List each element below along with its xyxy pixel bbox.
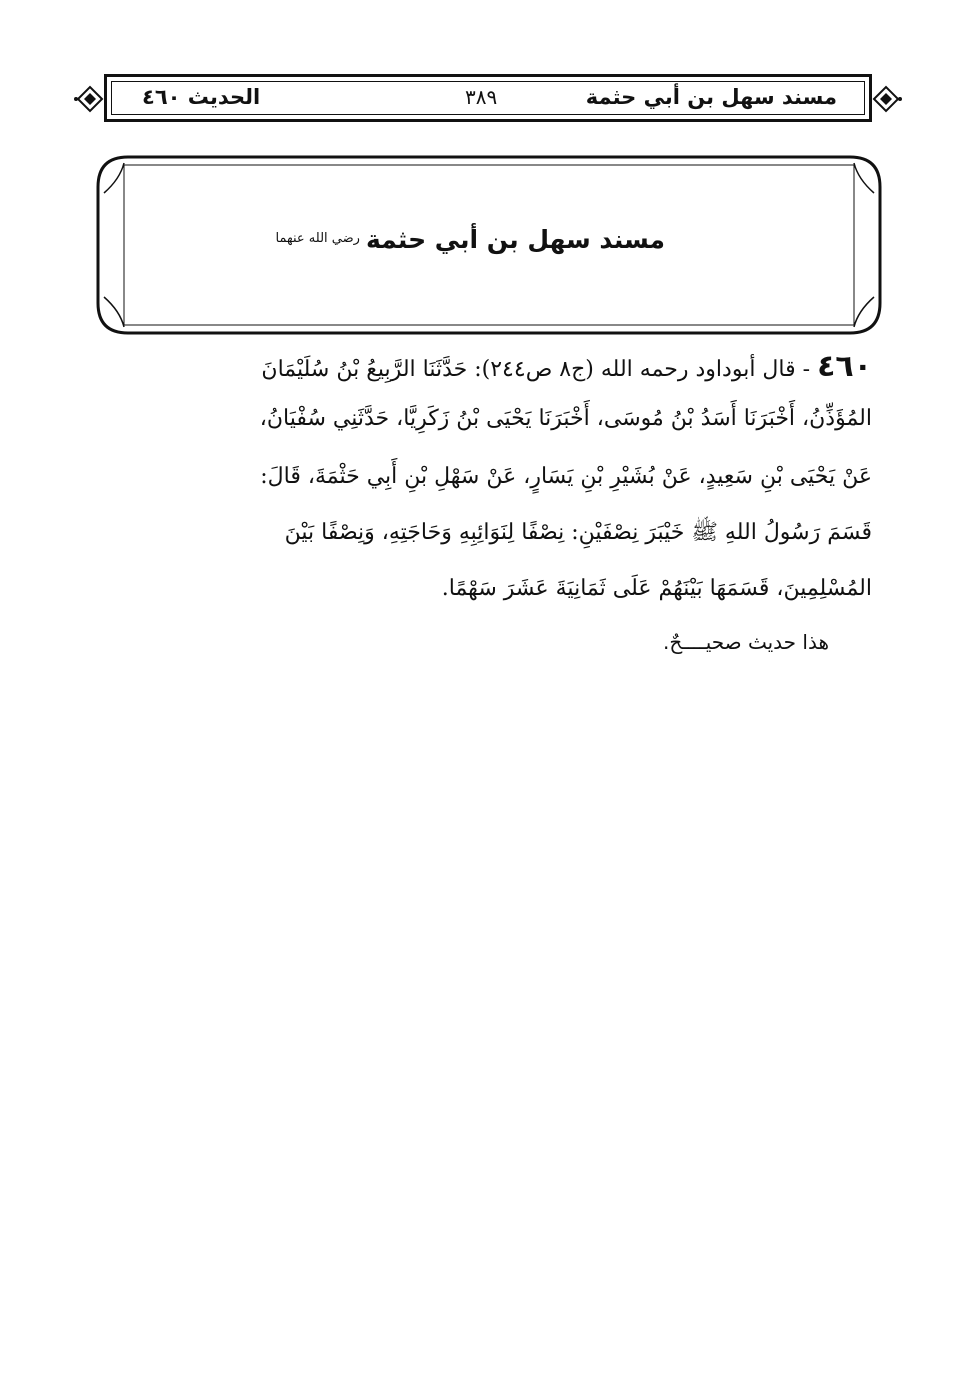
page-number: ٣٨٩ [465,85,498,109]
running-header-hadith: الحديث ٤٦٠ [142,85,261,109]
section-title [276,225,665,254]
hadith-line-2: المُؤَذِّنُ، أَخْبَرَنَا أَسَدُ بْنُ مُوسَى، أَخْبَرَنَا يَحْيَى بْنُ زَكَرِيَّا، حَدَّثَنِي سُفْيَانُ، [259,406,872,431]
hadith-line-5: المُسْلِمِينَ، قَسَمَهَا بَيْنَهُمْ عَلَى ثَمَانِيَةَ عَشَرَ سَهْمًا. [441,576,872,601]
left-ornament-icon [74,83,104,115]
hadith-number: ٤٦٠ [817,349,872,384]
hadith-line-4: قَسَمَ رَسُولُ اللهِ ﷺ خَيْبَرَ نِصْفَيْنِ: نِصْفًا لِنَوَائِبِهِ وَحَاجَتِهِ، وَنِصْفًا بَيْنَ [284,520,872,545]
hadith-line-3: عَنْ يَحْيَى بْنِ سَعِيدٍ، عَنْ بُشَيْرِ بْنِ يَسَارٍ، عَنْ سَهْلِ بْنِ أَبِي حَثْمَةَ، قَالَ: [260,464,872,489]
hadith-line-1 [261,349,872,385]
right-ornament-icon [872,83,902,115]
honorific-mark: رضي الله عنهما [275,231,360,246]
section-title-text: مسند سهل بن أبي حثمة [365,225,665,254]
running-header-book-title: مسند سهل بن أبي حثمة [585,85,837,109]
grading-note: هذا حديث صحيــــحٌ. [662,630,829,654]
hadith-line-text: - قال أبوداود رحمه الله (ج٨ ص٢٤٤): حَدَّثَنَا الرَّبِيعُ بْنُ سُلَيْمَانَ [261,357,811,382]
